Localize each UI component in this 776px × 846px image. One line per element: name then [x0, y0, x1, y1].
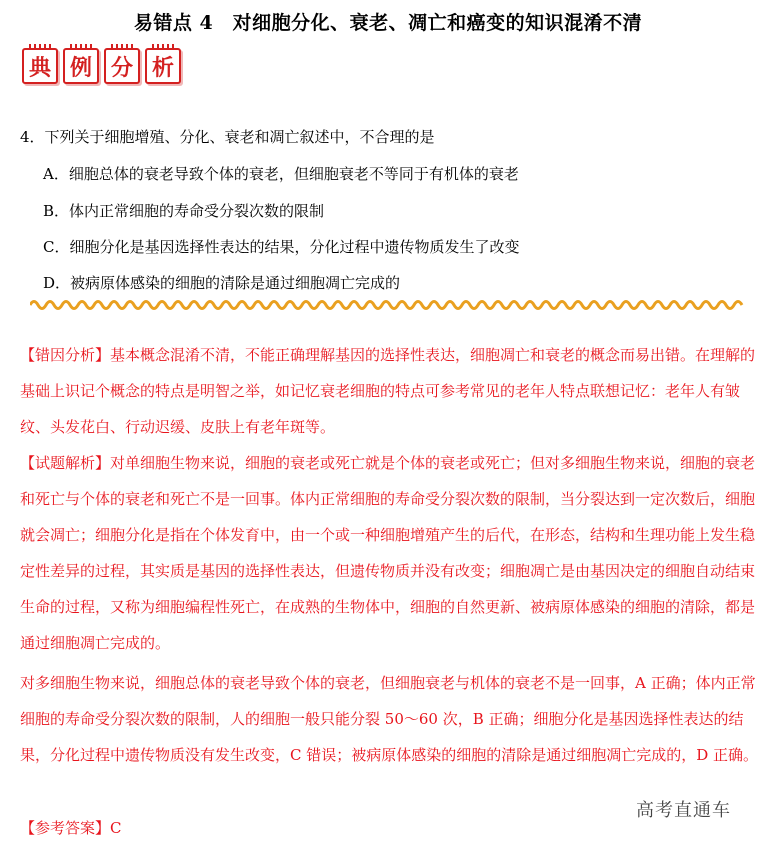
badge-char: 例 [63, 48, 99, 84]
question-explanation [20, 445, 762, 661]
option-b: B．体内正常细胞的寿命受分裂次数的限制 [43, 202, 325, 220]
badge-char: 典 [22, 48, 58, 84]
example-analysis-badges [22, 48, 181, 84]
wavy-divider [30, 296, 746, 314]
error-analysis [20, 337, 762, 445]
option-c: C．细胞分化是基因选择性表达的结果，分化过程中遗传物质发生了改变 [43, 238, 520, 256]
error-analysis-text: 基本概念混淆不清，不能正确理解基因的选择性表达，细胞凋亡和衰老的概念而易出错。在理解的基础上识记个概念的特点是明智之举，如记忆衰老细胞的特点可参考常见的老年人特点联想记忆：老年人有皱纹、头发花白、行动迟缓、皮肤上有老年斑等。 [20, 346, 756, 436]
explanation-label: 【试题解析】 [20, 454, 111, 472]
explanation-text: 对单细胞生物来说，细胞的衰老或死亡就是个体的衰老或死亡；但对多细胞生物来说，细胞的衰老和死亡与个体的衰老和死亡不是一回事。体内正常细胞的寿命受分裂次数的限制，当分裂达到一定次数后，细胞就会凋亡；细胞分化是指在个体发育中，由一个或一种细胞增殖产生的后代，在形态，结构和生理功能上发生稳定性差异的过程，其实质是基因的选择性表达，但遗传物质并没有改变；细胞凋亡是由基因决定的细胞自动结束生命的过程，又称为细胞编程性死亡，在成熟的生物体中，细胞的自然更新、被病原体感染的细胞的清除，都是通过细胞凋亡完成的。 [20, 454, 756, 652]
conclusion: 对多细胞生物来说，细胞总体的衰老导致个体的衰老，但细胞衰老与机体的衰老不是一回事，A 正确；体内正常细胞的寿命受分裂次数的限制，人的细胞一般只能分裂 50～60 次，B 正确；细胞分化是基因选择性表达的结果，分化过程中遗传物质没有发生改变，C 错误；被病原体感染的细胞的清除是通过细胞凋亡完成的，D 正确。 [20, 674, 759, 764]
option-d: D．被病原体感染的细胞的清除是通过细胞凋亡完成的 [43, 274, 401, 292]
question-stem: 4．下列关于细胞增殖、分化、衰老和凋亡叙述中，不合理的是 [20, 128, 435, 146]
option-a: A．细胞总体的衰老导致个体的衰老，但细胞衰老不等同于有机体的衰老 [43, 165, 519, 183]
answer-label: 【参考答案】 [20, 819, 111, 837]
page-title: 易错点 4 对细胞分化、衰老、凋亡和癌变的知识混淆不清 [133, 12, 643, 34]
watermark: 高考直通车 [636, 800, 731, 821]
answer-value: C [110, 819, 122, 837]
badge-char: 分 [104, 48, 140, 84]
badge-char: 析 [145, 48, 181, 84]
error-analysis-label: 【错因分析】 [20, 346, 111, 364]
